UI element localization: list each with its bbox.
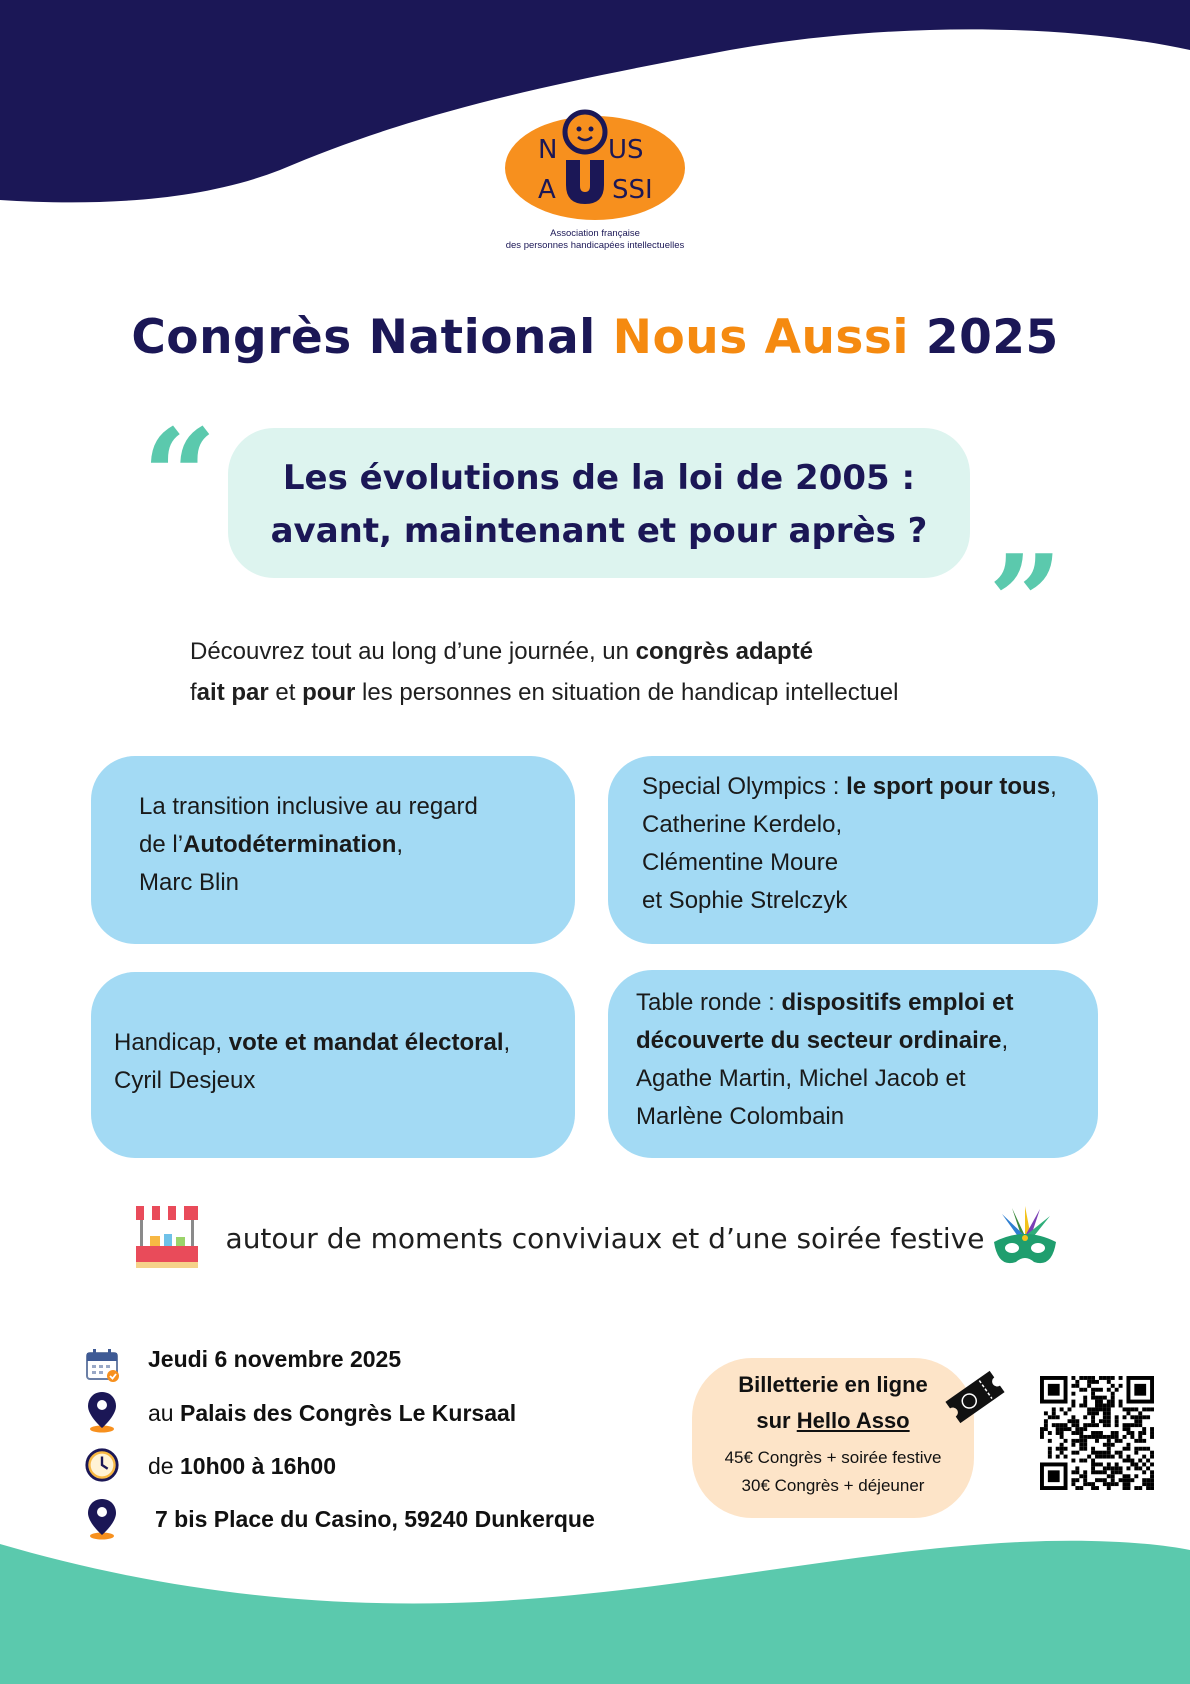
intro-line-1 <box>190 638 1090 666</box>
clock-icon <box>84 1446 120 1484</box>
topic-speaker: Marlène Colombain <box>636 1103 845 1130</box>
ticket-icon <box>940 1362 1010 1432</box>
intro-emphasis: congrès adapté <box>635 638 814 665</box>
topic-line: Table ronde : dispositifs emploi et <box>636 989 1014 1016</box>
topic-box-autodetermination <box>91 756 575 944</box>
topic-speaker: Catherine Kerdelo, <box>642 811 843 838</box>
page-title <box>0 310 1190 365</box>
ticketing-box[interactable] <box>692 1358 974 1518</box>
topic-text <box>636 984 1013 1136</box>
svg-text:A: A <box>538 175 556 205</box>
location-pin-icon <box>84 1390 120 1434</box>
logo-subtitle-line1: Association française <box>550 228 640 239</box>
intro-text: f <box>190 679 197 706</box>
bottom-wave-decoration <box>0 1530 1190 1684</box>
title-part-2: Nous Aussi <box>612 310 909 365</box>
intro-text: et <box>268 679 303 706</box>
topic-box-table-ronde <box>608 970 1098 1158</box>
quote-line-2: avant, maintenant et pour après ? <box>270 511 928 551</box>
nous-aussi-logo <box>490 100 700 260</box>
topic-text <box>139 788 478 902</box>
calendar-icon <box>84 1344 120 1386</box>
intro-line-2 <box>190 679 1090 707</box>
carnival-mask-icon <box>990 1206 1060 1272</box>
topic-speaker: Cyril Desjeux <box>114 1067 256 1094</box>
event-address: 7 bis Place du Casino, 59240 Dunkerque <box>155 1506 595 1532</box>
topic-line: découverte du secteur ordinaire, <box>636 1027 1009 1054</box>
price-congress-lunch: 30€ Congrès + déjeuner <box>741 1476 925 1495</box>
ticketing-title: Billetterie en ligne <box>738 1372 928 1397</box>
topic-box-special-olympics <box>608 756 1098 944</box>
venue-name: Palais des Congrès Le Kursaal <box>179 1400 517 1426</box>
svg-text:SSI: SSI <box>612 175 653 205</box>
topic-speaker: Clémentine Moure <box>642 849 839 876</box>
hello-asso-link[interactable]: Hello Asso <box>796 1408 910 1433</box>
topic-speaker: Agathe Martin, Michel Jacob et <box>636 1065 966 1092</box>
topic-box-vote <box>91 972 575 1158</box>
price-congress-evening: 45€ Congrès + soirée festive <box>724 1448 942 1467</box>
logo-letter-n: N <box>538 135 558 165</box>
topic-speaker: Marc Blin <box>139 869 240 896</box>
title-part-1: Congrès National <box>131 310 596 365</box>
time-range: 10h00 à 16h00 <box>179 1453 336 1479</box>
qr-code[interactable] <box>1040 1376 1154 1490</box>
venue-prefix: au <box>148 1400 180 1426</box>
event-venue <box>148 1400 516 1427</box>
topic-line: Handicap, vote et mandat électoral, <box>114 1029 511 1056</box>
time-prefix: de <box>148 1453 180 1479</box>
intro-emphasis: pour <box>302 679 356 706</box>
topic-text <box>642 768 1057 920</box>
topic-line: Special Olympics : le sport pour tous, <box>642 773 1057 800</box>
title-part-3: 2025 <box>925 310 1059 365</box>
ticketing-prefix: sur <box>756 1408 797 1433</box>
intro-text: les personnes en situation de handicap intellectuel <box>355 679 899 706</box>
intro-text: Découvrez tout au long d’une journée, un <box>190 638 636 665</box>
event-date: Jeudi 6 novembre 2025 <box>148 1346 402 1372</box>
intro-emphasis: ait par <box>196 679 269 706</box>
logo-subtitle-line2: des personnes handicapées intellectuelles <box>505 240 685 251</box>
svg-text:US: US <box>608 135 644 165</box>
market-stall-icon <box>130 1204 204 1272</box>
topic-line: La transition inclusive au regard <box>139 793 478 820</box>
close-quote-icon: ” <box>988 526 1063 679</box>
quote-box <box>228 428 970 578</box>
event-time <box>148 1453 336 1480</box>
ticketing-link-line <box>692 1408 974 1434</box>
quote-line-1: Les évolutions de la loi de 2005 : <box>282 458 916 498</box>
convivial-text: autour de moments conviviaux et d’une soirée festive <box>225 1222 985 1255</box>
topic-speaker: et Sophie Strelczyk <box>642 887 848 914</box>
open-quote-icon: “ <box>142 400 217 553</box>
topic-line: de l’Autodétermination, <box>139 831 404 858</box>
topic-text <box>114 1024 510 1100</box>
